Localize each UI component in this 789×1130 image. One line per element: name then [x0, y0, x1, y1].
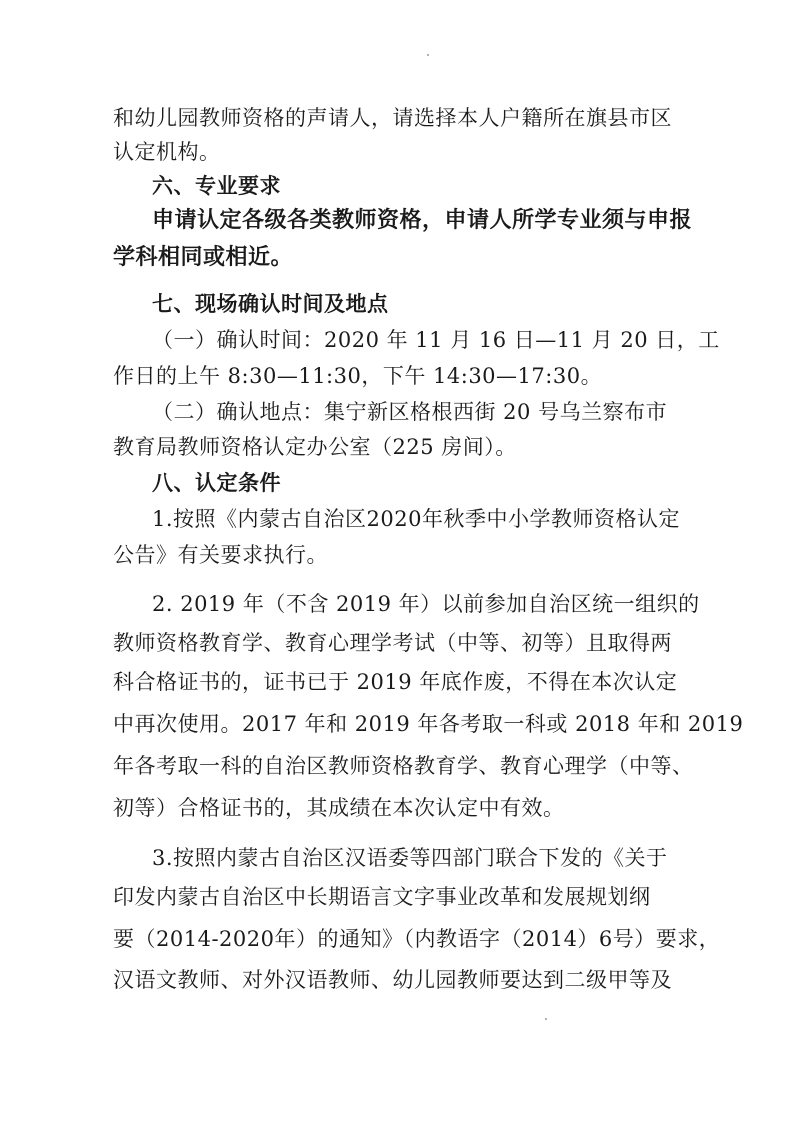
text-line: 认定机构。	[113, 140, 221, 164]
text-line: 汉语文教师、对外汉语教师、幼儿园教师要达到二级甲等及	[113, 968, 672, 992]
text-line: 作日的上午 8:30—11:30，下午 14:30—17:30。	[113, 364, 603, 388]
scan-speck	[427, 54, 429, 56]
text-line-bold: 申请认定各级各类教师资格，申请人所学专业须与申报	[152, 208, 693, 233]
text-line: 年各考取一科的自治区教师资格教育学、教育心理学（中等、	[113, 754, 694, 778]
text-line: 3.按照内蒙古自治区汉语委等四部门联合下发的《关于	[152, 846, 668, 870]
text-line: 和幼儿园教师资格的声请人，请选择本人户籍所在旗县市区	[113, 106, 672, 130]
section-heading: 八、认定条件	[152, 470, 281, 495]
section-heading: 六、专业要求	[152, 173, 281, 198]
text-line-bold: 学科相同或相近。	[113, 245, 294, 270]
section-heading: 七、现场确认时间及地点	[152, 291, 389, 316]
text-line: （二）确认地点：集宁新区格根西街 20 号乌兰察布市	[152, 400, 668, 424]
text-line: 1.按照《内蒙古自治区2020年秋季中小学教师资格认定	[152, 507, 680, 531]
text-line: （一）确认时间：2020 年 11 月 16 日—11 月 20 日，工	[152, 328, 720, 352]
text-line: 印发内蒙古自治区中长期语言文字事业改革和发展规划纲	[113, 885, 651, 909]
text-line: 中再次使用。2017 年和 2019 年各考取一科或 2018 年和 2019	[113, 712, 744, 736]
scan-speck	[545, 1018, 547, 1020]
text-line: 初等）合格证书的，其成绩在本次认定中有效。	[113, 796, 565, 820]
text-line: 公告》有关要求执行。	[113, 543, 328, 567]
text-line: 2. 2019 年（不含 2019 年）以前参加自治区统一组织的	[152, 592, 700, 616]
text-line: 要（2014-2020年）的通知》（内教语字（2014）6号）要求，	[113, 927, 721, 951]
text-line: 教育局教师资格认定办公室（225 房间）。	[113, 435, 517, 459]
text-line: 教师资格教育学、教育心理学考试（中等、初等）且取得两	[113, 631, 672, 655]
text-line: 科合格证书的，证书已于 2019 年底作废，不得在本次认定	[113, 670, 678, 694]
